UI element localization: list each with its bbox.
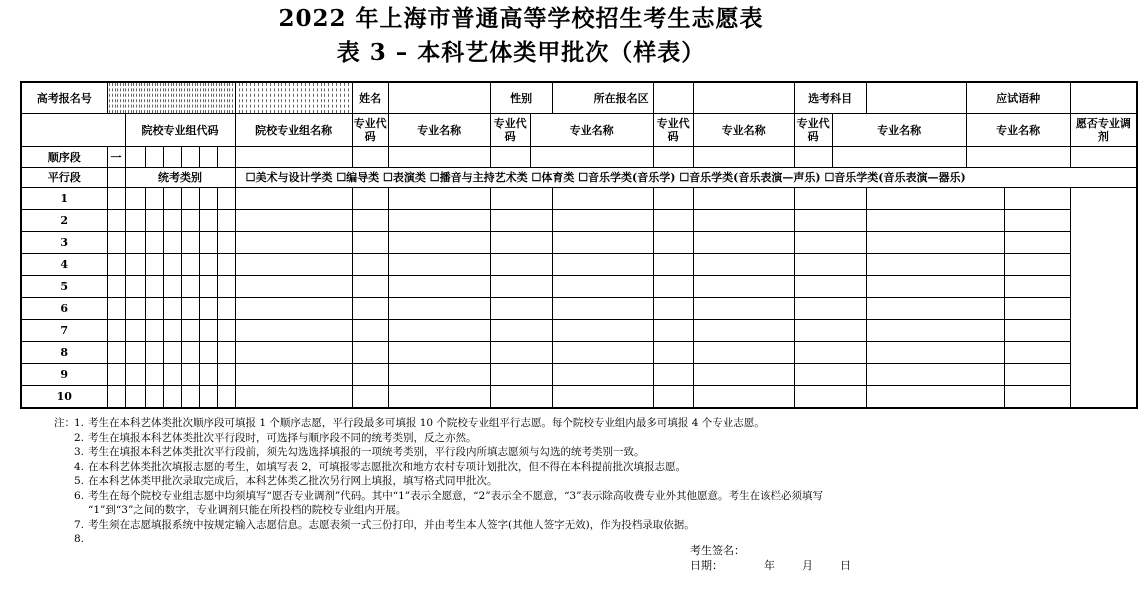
sequential-row	[21, 147, 1137, 168]
parallel-cell[interactable]	[653, 342, 693, 364]
parallel-row	[21, 364, 1137, 386]
parallel-row-number: 1	[21, 188, 107, 210]
parallel-cell[interactable]	[199, 364, 217, 386]
parallel-cell[interactable]	[199, 320, 217, 342]
name-label: 姓名	[352, 82, 388, 114]
exam-no-field[interactable]	[107, 82, 235, 114]
parallel-cell[interactable]	[181, 386, 199, 408]
parallel-cell[interactable]	[866, 386, 1004, 408]
parallel-cell[interactable]	[1004, 298, 1070, 320]
parallel-cell[interactable]	[352, 254, 388, 276]
note-number: 6.	[74, 489, 85, 502]
parallel-cell[interactable]	[107, 232, 125, 254]
parallel-cell[interactable]	[794, 298, 866, 320]
parallel-cell[interactable]	[199, 386, 217, 408]
parallel-cell[interactable]	[490, 276, 552, 298]
parallel-cell[interactable]	[181, 210, 199, 232]
parallel-cell[interactable]	[181, 364, 199, 386]
parallel-cell[interactable]	[107, 188, 125, 210]
parallel-cell[interactable]	[235, 386, 352, 408]
parallel-cell[interactable]	[552, 298, 653, 320]
category-directing-checkbox[interactable]: ☐编导类	[336, 171, 380, 184]
parallel-row	[21, 188, 1137, 210]
parallel-cell[interactable]	[693, 364, 794, 386]
parallel-cell[interactable]	[217, 276, 235, 298]
parallel-cell[interactable]	[552, 386, 653, 408]
note-item	[54, 532, 1014, 547]
parallel-row-number: 3	[21, 232, 107, 254]
category-instrumental-checkbox[interactable]: ☐音乐学类(音乐表演—器乐)	[824, 171, 966, 184]
parallel-cell[interactable]	[352, 276, 388, 298]
note-number: 1.	[74, 417, 85, 429]
notes-prefix: 注：	[54, 417, 75, 429]
parallel-cell[interactable]	[653, 298, 693, 320]
parallel-cell[interactable]	[217, 320, 235, 342]
parallel-cell[interactable]	[235, 364, 352, 386]
parallel-row-number: 9	[21, 364, 107, 386]
parallel-cell[interactable]	[1004, 276, 1070, 298]
major-name-header-5: 专业名称	[966, 114, 1070, 147]
parallel-cell[interactable]	[125, 232, 145, 254]
parallel-cell[interactable]	[217, 386, 235, 408]
major-code-header-2: 专业代码	[490, 114, 530, 147]
major-name-header-1: 专业名称	[388, 114, 490, 147]
notes-prefix-spacer	[54, 489, 74, 504]
category-label: 统考类别	[125, 168, 235, 188]
parallel-cell[interactable]	[794, 232, 866, 254]
parallel-row	[21, 232, 1137, 254]
note-text-continuation: “1”到“3”之间的数字，专业调剂只能在所投档的院校专业组内开展。	[88, 504, 407, 516]
parallel-cell[interactable]	[388, 188, 490, 210]
note-text: 考生须在志愿填报系统中按规定输入志愿信息。志愿表须一式三份打印，并由考生本人签字(其他人签字无效)，作为投档录取依据。	[88, 518, 695, 531]
parallel-cell[interactable]	[490, 364, 552, 386]
subject-label: 选考科目	[794, 82, 866, 114]
parallel-cell[interactable]	[125, 276, 145, 298]
parallel-row-number: 8	[21, 342, 107, 364]
exam-no-label: 高考报名号	[21, 82, 107, 114]
note-item	[54, 416, 1014, 431]
group-code-header: 院校专业组代码	[125, 114, 235, 147]
language-field[interactable]	[1070, 82, 1137, 114]
parallel-cell[interactable]	[1004, 210, 1070, 232]
parallel-cell[interactable]	[163, 320, 181, 342]
parallel-cell[interactable]	[693, 210, 794, 232]
district-field[interactable]	[693, 82, 794, 114]
note-item	[54, 489, 1014, 504]
parallel-cell[interactable]	[388, 386, 490, 408]
parallel-row	[21, 298, 1137, 320]
parallel-row	[21, 210, 1137, 232]
note-text	[88, 532, 1014, 547]
parallel-row	[21, 320, 1137, 342]
name-field[interactable]	[388, 82, 490, 114]
parallel-cell[interactable]	[163, 364, 181, 386]
date-label: 日期：	[690, 559, 723, 572]
parallel-row-number: 4	[21, 254, 107, 276]
parallel-cell[interactable]	[199, 232, 217, 254]
parallel-cell[interactable]	[552, 232, 653, 254]
category-row	[21, 168, 1137, 188]
parallel-rows	[21, 188, 1137, 408]
parallel-cell[interactable]	[1004, 188, 1070, 210]
parallel-cell[interactable]	[217, 210, 235, 232]
exam-no-field-extra[interactable]	[235, 82, 352, 114]
parallel-cell[interactable]	[163, 342, 181, 364]
parallel-cell[interactable]	[217, 364, 235, 386]
parallel-cell[interactable]	[490, 298, 552, 320]
note-number: 5.	[74, 475, 85, 487]
parallel-cell[interactable]	[145, 232, 163, 254]
parallel-cell[interactable]	[235, 188, 352, 210]
major-code-header-3: 专业代码	[653, 114, 693, 147]
parallel-cell[interactable]	[352, 320, 388, 342]
parallel-cell[interactable]	[352, 298, 388, 320]
parallel-cell[interactable]	[217, 342, 235, 364]
parallel-cell[interactable]	[490, 254, 552, 276]
parallel-cell[interactable]	[388, 320, 490, 342]
parallel-cell[interactable]	[199, 342, 217, 364]
note-number: 3.	[74, 446, 85, 458]
notes-prefix-spacer	[54, 460, 74, 475]
parallel-cell[interactable]	[1004, 232, 1070, 254]
parallel-cell[interactable]	[125, 386, 145, 408]
parallel-cell[interactable]	[181, 342, 199, 364]
month-label: 月	[802, 559, 813, 572]
parallel-row-number: 2	[21, 210, 107, 232]
parallel-cell[interactable]	[693, 232, 794, 254]
parallel-cell[interactable]	[866, 232, 1004, 254]
parallel-cell[interactable]	[163, 210, 181, 232]
parallel-cell[interactable]	[794, 276, 866, 298]
parallel-cell[interactable]	[552, 276, 653, 298]
sequential-value: 一	[107, 147, 125, 168]
note-item	[54, 518, 1014, 533]
category-sports-checkbox[interactable]: ☐体育类	[531, 171, 575, 184]
major-name-header-2: 专业名称	[530, 114, 653, 147]
parallel-cell[interactable]	[145, 342, 163, 364]
parallel-cell[interactable]	[388, 276, 490, 298]
parallel-cell[interactable]	[552, 342, 653, 364]
major-name-header-4: 专业名称	[832, 114, 966, 147]
parallel-cell[interactable]	[794, 342, 866, 364]
subject-field[interactable]	[866, 82, 966, 114]
parallel-cell[interactable]	[693, 276, 794, 298]
parallel-cell[interactable]	[693, 254, 794, 276]
parallel-cell[interactable]	[235, 342, 352, 364]
parallel-cell[interactable]	[125, 342, 145, 364]
parallel-cell[interactable]	[199, 298, 217, 320]
parallel-cell[interactable]	[163, 188, 181, 210]
parallel-cell[interactable]	[352, 188, 388, 210]
parallel-cell[interactable]	[235, 298, 352, 320]
major-code-header-1: 专业代码	[352, 114, 388, 147]
parallel-row-number: 6	[21, 298, 107, 320]
parallel-cell[interactable]	[107, 320, 125, 342]
parallel-cell[interactable]	[388, 210, 490, 232]
parallel-cell[interactable]	[1004, 386, 1070, 408]
parallel-cell[interactable]	[181, 320, 199, 342]
parallel-cell[interactable]	[352, 232, 388, 254]
parallel-cell[interactable]	[352, 364, 388, 386]
parallel-cell[interactable]	[145, 364, 163, 386]
note-item	[54, 460, 1014, 475]
parallel-cell[interactable]	[181, 188, 199, 210]
note-number: 2.	[74, 431, 85, 444]
parallel-cell[interactable]	[163, 276, 181, 298]
parallel-cell[interactable]	[235, 210, 352, 232]
parallel-cell[interactable]	[125, 210, 145, 232]
parallel-cell[interactable]	[490, 210, 552, 232]
parallel-cell[interactable]	[866, 276, 1004, 298]
parallel-cell[interactable]	[163, 232, 181, 254]
parallel-cell[interactable]	[552, 320, 653, 342]
parallel-cell[interactable]	[388, 298, 490, 320]
parallel-cell[interactable]	[653, 364, 693, 386]
parallel-cell[interactable]	[125, 364, 145, 386]
note-number: 7.	[74, 518, 85, 531]
parallel-cell[interactable]	[552, 210, 653, 232]
day-label: 日	[840, 559, 851, 572]
category-vocal-checkbox[interactable]: ☐音乐学类(音乐表演—声乐)	[679, 171, 821, 184]
parallel-cell[interactable]	[552, 254, 653, 276]
column-header-row	[21, 114, 1137, 147]
notes-prefix-spacer	[54, 474, 74, 489]
parallel-cell[interactable]	[490, 232, 552, 254]
parallel-cell[interactable]	[490, 320, 552, 342]
parallel-cell[interactable]	[145, 320, 163, 342]
parallel-cell[interactable]	[235, 232, 352, 254]
notes-section	[54, 416, 1014, 547]
category-musicology-checkbox[interactable]: ☐音乐学类(音乐学)	[578, 171, 676, 184]
parallel-row-number: 10	[21, 386, 107, 408]
parallel-cell[interactable]	[107, 298, 125, 320]
parallel-cell[interactable]	[107, 342, 125, 364]
group-name-header: 院校专业组名称	[235, 114, 352, 147]
parallel-cell[interactable]	[145, 276, 163, 298]
parallel-row-number: 5	[21, 276, 107, 298]
parallel-cell[interactable]	[866, 364, 1004, 386]
parallel-cell[interactable]	[107, 276, 125, 298]
parallel-cell[interactable]	[235, 320, 352, 342]
parallel-row	[21, 342, 1137, 364]
parallel-cell[interactable]	[388, 232, 490, 254]
parallel-cell[interactable]	[490, 342, 552, 364]
parallel-cell[interactable]	[217, 188, 235, 210]
parallel-cell[interactable]	[653, 210, 693, 232]
category-options	[235, 168, 1137, 188]
note-item	[54, 445, 1014, 460]
parallel-cell[interactable]	[352, 386, 388, 408]
notes-prefix-spacer	[54, 532, 74, 547]
parallel-cell[interactable]	[125, 320, 145, 342]
notes-prefix-spacer	[54, 518, 74, 533]
category-performance-checkbox[interactable]: ☐表演类	[383, 171, 426, 184]
parallel-cell[interactable]	[107, 386, 125, 408]
gender-field[interactable]	[653, 82, 693, 114]
parallel-cell[interactable]	[490, 386, 552, 408]
note-text: 考生在填报本科艺体类批次平行段时，可选择与顺序段不同的统考类别，反之亦然。	[88, 431, 477, 444]
sequential-label: 顺序段	[21, 147, 107, 168]
parallel-cell[interactable]	[235, 276, 352, 298]
parallel-cell[interactable]	[653, 320, 693, 342]
gender-label: 性别	[490, 82, 552, 114]
parallel-cell[interactable]	[653, 232, 693, 254]
parallel-cell[interactable]	[199, 210, 217, 232]
parallel-cell[interactable]	[693, 342, 794, 364]
parallel-cell[interactable]	[866, 320, 1004, 342]
parallel-cell[interactable]	[866, 342, 1004, 364]
parallel-cell[interactable]	[388, 342, 490, 364]
parallel-row	[21, 254, 1137, 276]
parallel-cell[interactable]	[199, 276, 217, 298]
note-number: 4.	[74, 460, 85, 473]
parallel-cell[interactable]	[145, 254, 163, 276]
form-subtitle: 表 3 – 本科艺体类甲批次（样表）	[336, 39, 706, 66]
parallel-cell[interactable]	[552, 188, 653, 210]
parallel-cell[interactable]	[794, 188, 866, 210]
notes-prefix-spacer	[54, 445, 74, 460]
parallel-cell[interactable]	[693, 320, 794, 342]
parallel-cell[interactable]	[352, 210, 388, 232]
notes-prefix-spacer	[54, 431, 74, 446]
parallel-cell[interactable]	[1004, 320, 1070, 342]
parallel-cell[interactable]	[653, 254, 693, 276]
parallel-cell[interactable]	[653, 386, 693, 408]
parallel-cell[interactable]	[181, 276, 199, 298]
parallel-cell[interactable]	[653, 276, 693, 298]
parallel-cell[interactable]	[145, 386, 163, 408]
parallel-cell[interactable]	[181, 232, 199, 254]
parallel-cell[interactable]	[490, 188, 552, 210]
parallel-cell[interactable]	[794, 364, 866, 386]
major-code-header-4: 专业代码	[794, 114, 832, 147]
parallel-row	[21, 276, 1137, 298]
parallel-cell[interactable]	[107, 364, 125, 386]
parallel-cell[interactable]	[866, 210, 1004, 232]
parallel-cell[interactable]	[653, 188, 693, 210]
note-text: 在本科艺体类批次填报志愿的考生，如填写表 2，可填报零志愿批次和地方农村专项计划批次，但不得在本科提前批次填报志愿。	[88, 460, 687, 473]
parallel-cell[interactable]	[217, 298, 235, 320]
parallel-cell[interactable]	[1004, 364, 1070, 386]
parallel-cell[interactable]	[163, 386, 181, 408]
parallel-cell[interactable]	[125, 254, 145, 276]
parallel-cell[interactable]	[199, 188, 217, 210]
parallel-cell[interactable]	[1004, 254, 1070, 276]
parallel-cell[interactable]	[1004, 342, 1070, 364]
parallel-cell[interactable]	[693, 298, 794, 320]
category-art-design-checkbox[interactable]: ☐美术与设计学类	[245, 171, 333, 184]
parallel-cell[interactable]	[552, 364, 653, 386]
parallel-cell[interactable]	[107, 210, 125, 232]
sign-label: 考生签名：	[690, 544, 745, 557]
adjust-header: 愿否专业调剂	[1070, 114, 1137, 147]
district-label: 所在报名区	[552, 82, 653, 114]
note-number: 8.	[74, 533, 85, 545]
parallel-cell[interactable]	[217, 254, 235, 276]
form-title: 2022 年上海市普通高等学校招生考生志愿表	[278, 5, 764, 32]
date-line	[690, 558, 851, 573]
parallel-cell[interactable]	[794, 210, 866, 232]
parallel-cell[interactable]	[217, 232, 235, 254]
note-item	[54, 474, 1014, 489]
parallel-cell[interactable]	[145, 210, 163, 232]
parallel-cell[interactable]	[352, 342, 388, 364]
parallel-cell[interactable]	[181, 298, 199, 320]
major-name-header-3: 专业名称	[693, 114, 794, 147]
parallel-label: 平行段	[21, 168, 107, 188]
parallel-cell[interactable]	[163, 298, 181, 320]
parallel-row	[21, 386, 1137, 408]
parallel-cell[interactable]	[163, 254, 181, 276]
parallel-cell[interactable]	[794, 320, 866, 342]
note-text: 考生在本科艺体类批次顺序段可填报 1 个顺序志愿，平行段最多可填报 10 个院校专业组平行志愿。每个院校专业组内最多可填报 4 个专业志愿。	[88, 417, 765, 429]
note-text: 考生在填报本科艺体类批次平行段前，须先勾选选择填报的一项统考类别，平行段内所填志愿须与勾选的统考类别一致。	[88, 446, 645, 458]
note-text: 考生在每个院校专业组志愿中均须填写“愿否专业调剂”代码。其中“1”表示全愿意，“2”表示全不愿意，“3”表示除高收费专业外其他愿意。考生在该栏必须填写	[88, 489, 823, 502]
parallel-cell[interactable]	[145, 298, 163, 320]
parallel-cell[interactable]	[199, 254, 217, 276]
parallel-cell[interactable]	[866, 188, 1004, 210]
parallel-cell[interactable]	[145, 188, 163, 210]
note-item	[54, 431, 1014, 446]
parallel-cell[interactable]	[866, 298, 1004, 320]
language-label: 应试语种	[966, 82, 1070, 114]
parallel-cell[interactable]	[235, 254, 352, 276]
parallel-cell[interactable]	[693, 188, 794, 210]
parallel-cell[interactable]	[181, 254, 199, 276]
parallel-row-number: 7	[21, 320, 107, 342]
parallel-cell[interactable]	[388, 254, 490, 276]
parallel-cell[interactable]	[107, 254, 125, 276]
parallel-cell[interactable]	[866, 254, 1004, 276]
parallel-cell[interactable]	[125, 188, 145, 210]
year-label: 年	[764, 559, 775, 572]
parallel-cell[interactable]	[794, 254, 866, 276]
parallel-cell[interactable]	[125, 298, 145, 320]
parallel-cell[interactable]	[794, 386, 866, 408]
application-form-table	[20, 81, 1138, 409]
signature-area	[690, 543, 851, 573]
note-text: 在本科艺体类甲批次录取完成后，本科艺体类乙批次另行网上填报，填写格式同甲批次。	[88, 475, 498, 487]
header-info-row	[21, 82, 1137, 114]
parallel-cell[interactable]	[388, 364, 490, 386]
parallel-cell[interactable]	[693, 386, 794, 408]
category-broadcasting-checkbox[interactable]: ☐播音与主持艺术类	[429, 171, 528, 184]
